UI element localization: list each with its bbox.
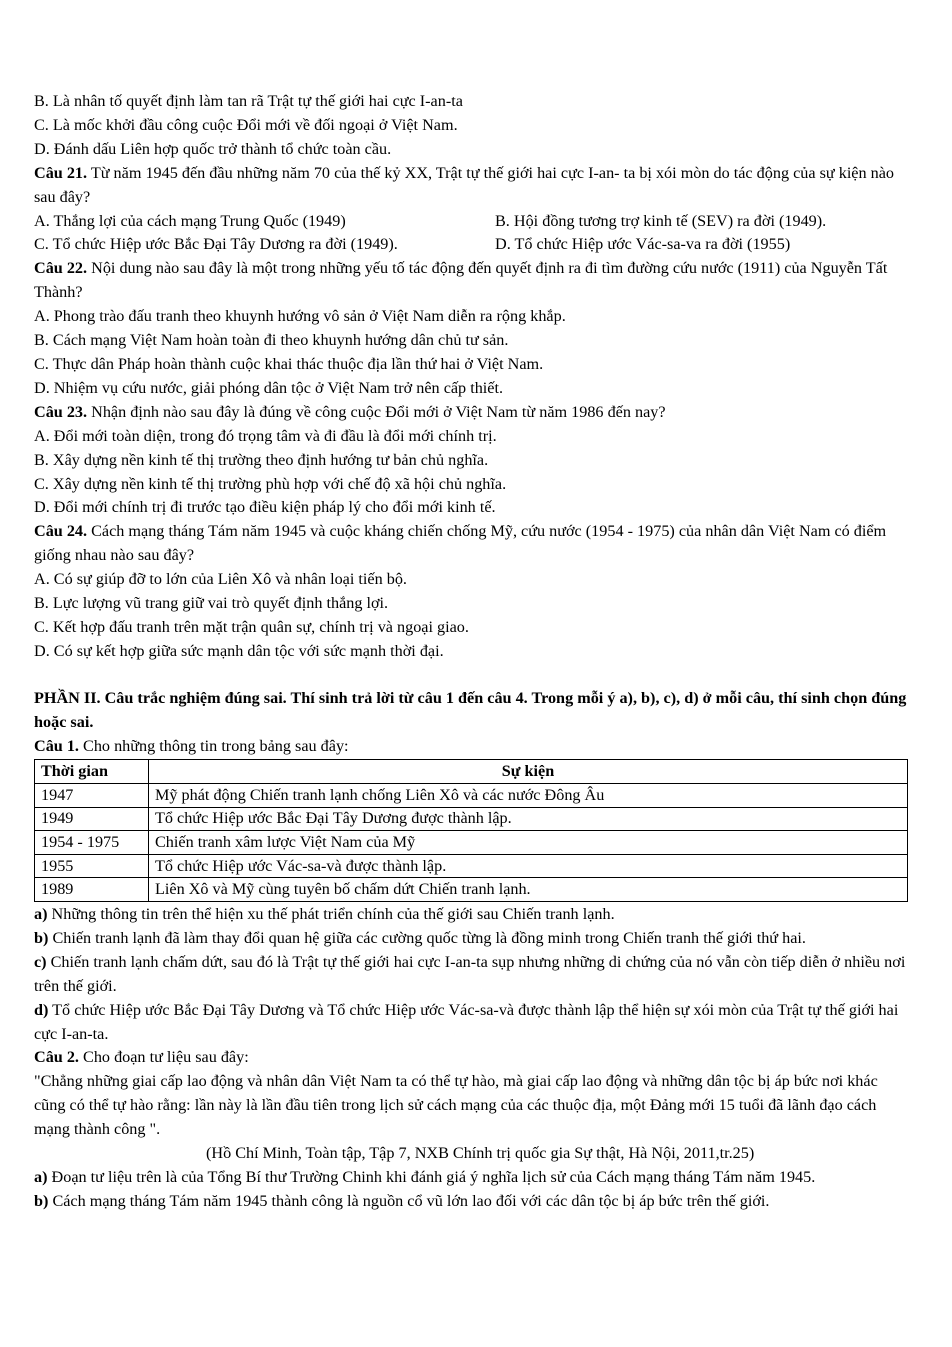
p2q1-stem: [34, 735, 908, 759]
statement-label: d): [34, 1000, 49, 1019]
statement-label: b): [34, 1191, 49, 1210]
p2q1-text: Cho những thông tin trong bảng sau đây:: [78, 736, 349, 755]
row-time: 1955: [35, 854, 149, 878]
q24-text: Cách mạng tháng Tám năm 1945 và cuộc kháng chiến chống Mỹ, cứu nước (1954 - 1975) của nhân dân Việt Nam có điểm giống nhau nào sau đây?: [34, 522, 887, 565]
q22-option-c: C. Thực dân Pháp hoàn thành cuộc khai thác thuộc địa lần thứ hai ở Việt Nam.: [34, 354, 544, 373]
q22-option-a: A. Phong trào đấu tranh theo khuynh hướng vô sản ở Việt Nam diễn ra rộng khắp.: [34, 307, 566, 326]
row-time: 1949: [35, 807, 149, 831]
q22-stem: [34, 257, 908, 305]
q20-option-c: C. Là mốc khởi đầu công cuộc Đổi mới về đối ngoại ở Việt Nam.: [34, 115, 458, 134]
p2q1-label: Câu 1.: [34, 736, 79, 755]
q23-option-d: D. Đổi mới chính trị đi trước tạo điều kiện pháp lý cho đổi mới kinh tế.: [34, 498, 496, 517]
table-row: [35, 807, 908, 831]
p2q2-quote: "Chẳng những giai cấp lao động và nhân dân Việt Nam ta có thể tự hào, mà giai cấp lao động và những dân tộc bị áp bức nơi khác cũng có thể tự hào rằng: lần này là lần đầu tiên trong lịch sử cách mạng của các thuộc địa, một Đảng mới 15 tuổi đã lãnh đạo cách mạng thành công ".: [34, 1072, 878, 1139]
q23-option-b: B. Xây dựng nền kinh tế thị trường theo định hướng tư bản chủ nghĩa.: [34, 450, 489, 469]
q23-text: Nhận định nào sau đây là đúng về công cuộc Đổi mới ở Việt Nam từ năm 1986 đến nay?: [87, 402, 666, 421]
q20-option-b: B. Là nhân tố quyết định làm tan rã Trật tự thế giới hai cực I-an-ta: [34, 92, 463, 110]
q23-option-a: A. Đổi mới toàn diện, trong đó trọng tâm và đi đầu là đổi mới chính trị.: [34, 426, 497, 445]
statement-text: Chiến tranh lạnh chấm dứt, sau đó là Trật tự thế giới hai cực I-an-ta sụp nhưng những di chứng của nó vẫn còn tiếp diễn ở nhiều nơi trên thế giới.: [34, 952, 906, 995]
q21-option-c: C. Tổ chức Hiệp ước Bắc Đại Tây Dương ra đời (1949).: [34, 235, 398, 254]
q21-text: Từ năm 1945 đến đầu những năm 70 của thế kỷ XX, Trật tự thế giới hai cực I-an- ta bị xói mòn do tác động của sự kiện nào sau đây?: [34, 163, 895, 206]
table-row: [35, 878, 908, 902]
statement-label: c): [34, 952, 47, 971]
part2-title: PHẦN II. Câu trắc nghiệm đúng sai. Thí sinh trả lời từ câu 1 đến câu 4. Trong mỗi ý a), b), c), d) ở mỗi câu, thí sinh chọn đúng hoặc sai.: [34, 688, 907, 731]
row-time: 1954 - 1975: [35, 831, 149, 855]
row-event: Tổ chức Hiệp ước Vác-sa-và được thành lập.: [149, 854, 908, 878]
q23-label: Câu 23.: [34, 402, 88, 421]
header-event: Sự kiện: [149, 760, 908, 784]
statement-label: a): [34, 905, 48, 924]
p2q2-label: Câu 2.: [34, 1048, 79, 1067]
q21-stem: [34, 162, 908, 210]
table-row: [35, 784, 908, 808]
q22-text: Nội dung nào sau đây là một trong những yếu tố tác động đến quyết định ra đi tìm đường cứu nước (1911) của Nguyễn Tất Thành?: [34, 259, 888, 302]
statement-label: a): [34, 1168, 48, 1186]
q22-option-d: D. Nhiệm vụ cứu nước, giải phóng dân tộc ở Việt Nam trở nên cấp thiết.: [34, 378, 504, 397]
p2q1-statement-d: [34, 999, 908, 1047]
row-event: Mỹ phát động Chiến tranh lạnh chống Liên Xô và các nước Đông Âu: [149, 784, 908, 808]
statement-label: b): [34, 928, 49, 947]
statement-text: Cách mạng tháng Tám năm 1945 thành công là nguồn cổ vũ lớn lao đối với các dân tộc bị áp bức trên thế giới.: [48, 1191, 770, 1210]
exam-page: [34, 90, 908, 1214]
q24-option-a: A. Có sự giúp đỡ to lớn của Liên Xô và nhân loại tiến bộ.: [34, 570, 407, 589]
row-time: 1947: [35, 784, 149, 808]
q24-label: Câu 24.: [34, 522, 88, 541]
events-table: [34, 759, 908, 902]
statement-text: Những thông tin trên thể hiện xu thế phát triển chính của thế giới sau Chiến tranh lạnh.: [47, 905, 615, 924]
q21-option-d: D. Tổ chức Hiệp ước Vác-sa-va ra đời (1955): [495, 235, 791, 254]
q21-options-row-2: [34, 233, 908, 257]
p2q2-text: Cho đoạn tư liệu sau đây:: [78, 1048, 249, 1067]
statement-text: Tổ chức Hiệp ước Bắc Đại Tây Dương và Tổ chức Hiệp ước Vác-sa-và được thành lập thể hiện sự xói mòn của Trật tự thế giới hai cực I-an-ta.: [34, 1000, 899, 1043]
q21-label: Câu 21.: [34, 163, 88, 182]
q21-option-b: B. Hội đồng tương trợ kinh tế (SEV) ra đời (1949).: [495, 211, 827, 230]
statement-text: Đoạn tư liệu trên là của Tổng Bí thư Trường Chinh khi đánh giá ý nghĩa lịch sử của Cách mạng tháng Tám năm 1945.: [47, 1168, 816, 1186]
p2q2-stem: [34, 1046, 908, 1070]
q24-stem: [34, 520, 908, 568]
row-event: Tổ chức Hiệp ước Bắc Đại Tây Dương được thành lập.: [149, 807, 908, 831]
row-time: 1989: [35, 878, 149, 902]
q24-option-b: B. Lực lượng vũ trang giữ vai trò quyết định thắng lợi.: [34, 594, 389, 613]
row-event: Liên Xô và Mỹ cùng tuyên bố chấm dứt Chiến tranh lạnh.: [149, 878, 908, 902]
header-time: Thời gian: [35, 760, 149, 784]
table-row: [35, 854, 908, 878]
p2q2-source: (Hồ Chí Minh, Toàn tập, Tập 7, NXB Chính trị quốc gia Sự thật, Hà Nội, 2011,tr.25): [206, 1144, 755, 1163]
q24-option-c: C. Kết hợp đấu tranh trên mặt trận quân sự, chính trị và ngoại giao.: [34, 617, 469, 636]
events-table-header: [35, 760, 908, 784]
p2q2-statement-b: [34, 1190, 908, 1214]
q21-options-row-1: [34, 210, 908, 234]
q21-option-a: A. Thắng lợi của cách mạng Trung Quốc (1949): [34, 211, 346, 230]
p2q1-statement-b: [34, 927, 908, 951]
statement-text: Chiến tranh lạnh đã làm thay đổi quan hệ giữa các cường quốc từng là đồng minh trong Chiến tranh thế giới thứ hai.: [48, 928, 806, 947]
q24-option-d: D. Có sự kết hợp giữa sức mạnh dân tộc với sức mạnh thời đại.: [34, 641, 444, 660]
p2q1-statement-a: [34, 903, 908, 927]
p2q1-statement-c: [34, 951, 908, 999]
p2q2-statement-a: [34, 1166, 908, 1190]
q23-stem: [34, 401, 908, 425]
q23-option-c: C. Xây dựng nền kinh tế thị trường phù hợp với chế độ xã hội chủ nghĩa.: [34, 474, 507, 493]
q22-label: Câu 22.: [34, 259, 88, 278]
table-row: [35, 831, 908, 855]
q22-option-b: B. Cách mạng Việt Nam hoàn toàn đi theo khuynh hướng dân chủ tư sản.: [34, 331, 509, 350]
row-event: Chiến tranh xâm lược Việt Nam của Mỹ: [149, 831, 908, 855]
q20-option-d: D. Đánh dấu Liên hợp quốc trở thành tổ chức toàn cầu.: [34, 139, 392, 158]
